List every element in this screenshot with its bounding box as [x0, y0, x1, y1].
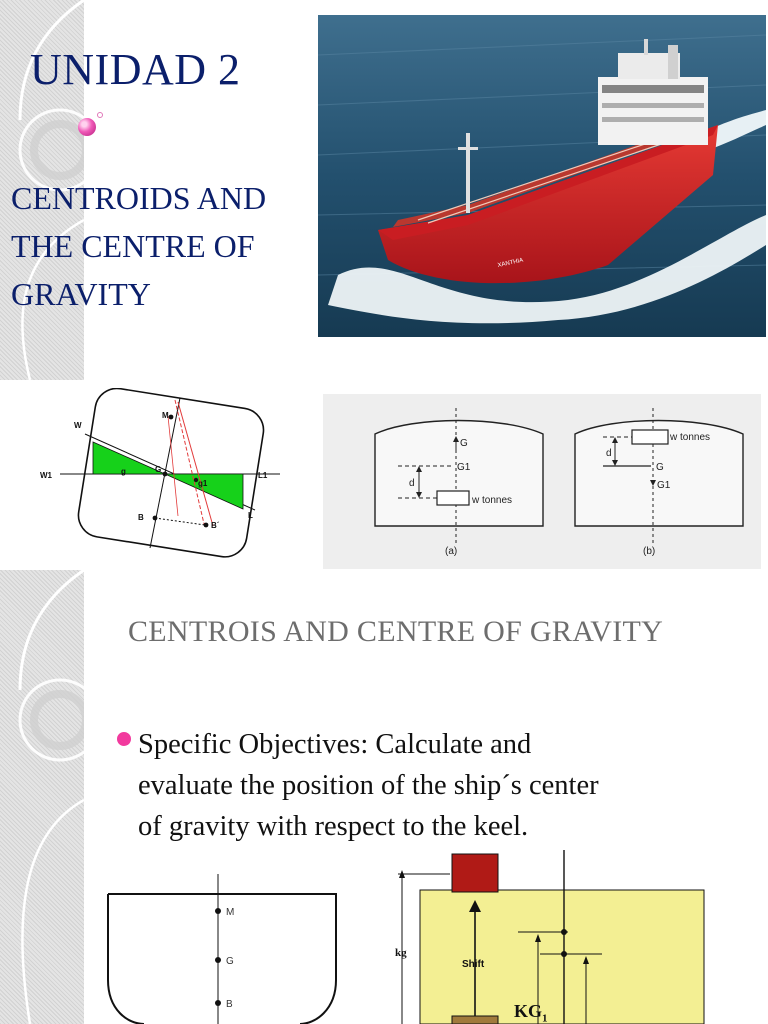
lesson-subtitle: CENTROIDS AND THE CENTRE OF GRAVITY [11, 180, 267, 312]
label-b-prime: B´ [211, 521, 220, 530]
label-kg-text: kg [395, 947, 407, 959]
label-shift-text: Shift [462, 959, 485, 970]
objectives-text: Specific Objectives: Calculate and evaluate the position of the ship´s center of gravity with respect to the keel. [138, 729, 599, 842]
decorative-side-strip [0, 570, 84, 1024]
slide-diagrams [0, 380, 768, 570]
bullet-dot-icon [117, 732, 131, 746]
weight-shift-diagrams [323, 394, 761, 569]
slide-title [0, 0, 768, 380]
slide-objectives [0, 570, 768, 1024]
pink-ball-icon [78, 118, 96, 136]
hull-name-label: XANTHIA [497, 257, 524, 269]
decorative-arcs-icon [0, 570, 84, 1024]
label-a-d: d [409, 478, 415, 489]
label-b-g: G [656, 462, 664, 473]
section-title: CENTROIS AND CENTRE OF GRAVITY [128, 615, 664, 648]
label-b: B [138, 513, 144, 522]
unit-title: UNIDAD 2 [30, 45, 241, 94]
label-g: G [226, 956, 234, 967]
label-kg1-main: KG [514, 1001, 543, 1021]
label-b: B [226, 999, 233, 1010]
label-b-g1: G1 [657, 480, 671, 491]
small-circle-icon [97, 112, 103, 118]
label-a-weight: w tonnes [472, 495, 513, 506]
tanker-ship-photo [318, 15, 766, 337]
label-b-d: d [606, 448, 612, 459]
label-m: M [226, 907, 235, 918]
kg-shift-diagram [390, 850, 720, 1024]
label-a-g1: G1 [457, 462, 471, 473]
label-b-weight: w tonnes [670, 432, 711, 443]
hull-metacentre-diagram [100, 870, 350, 1024]
label-kg1 [514, 1001, 548, 1024]
label-g: G [155, 465, 162, 474]
label-a-g: G [460, 438, 468, 449]
label-g-small: g [121, 467, 126, 476]
heeled-ship-stability-diagram [30, 388, 290, 558]
caption-b: (b) [643, 546, 656, 557]
label-kg1-sub: 1 [542, 1012, 548, 1024]
weight-block [452, 854, 498, 892]
label-l1: L1 [258, 471, 268, 480]
caption-a: (a) [445, 546, 458, 557]
label-g1: g1 [198, 479, 208, 488]
label-w: W [74, 421, 82, 430]
label-l: L [248, 511, 253, 520]
label-m: M [162, 411, 169, 420]
label-w1: W1 [40, 471, 52, 480]
